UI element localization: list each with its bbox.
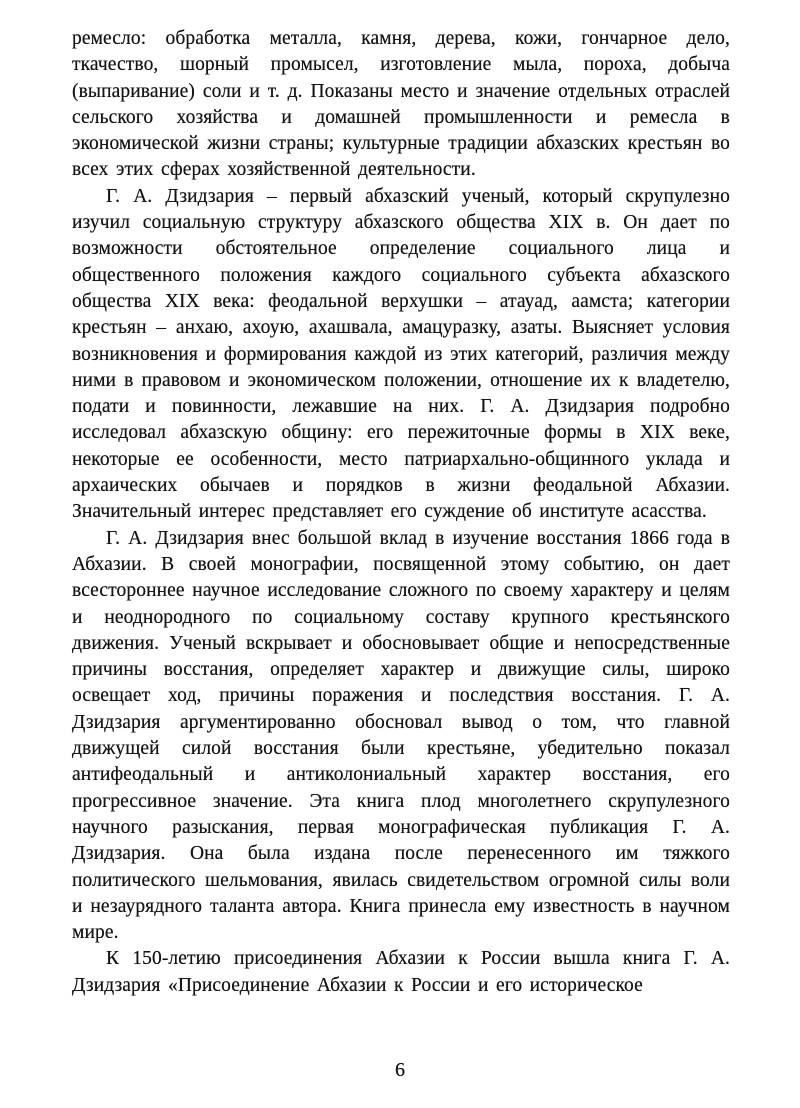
paragraph: К 150-летию присоединения Абхазии к России вышла книга Г. А. Дзидзария «Присоединение Абхазии к России и его историческое	[72, 948, 730, 996]
page-text	[72, 26, 730, 999]
paragraph: Г. А. Дзидзария внес большой вклад в изучение восстания 1866 года в Абхазии. В своей монографии, посвященной этому событию, он дает всестороннее научное исследование сложного по своему характеру и целям и неоднородного по социальному составу крупного крестьянского движения. Ученый вскрывает и обосновывает общие и непосредственные причины восстания, определяет характер и движущие силы, широко освещает ход, причины поражения и последствия восстания. Г. А. Дзидзария аргументированно обосновал вывод о том, что главной движущей силой восстания были крестьяне, убедительно показал антифеодальный и антиколониальный характер восстания, его прогрессивное значение. Эта книга плод многолетнего скрупулезного научного разыскания, первая монографическая публикация Г. А. Дзидзария. Она была издана после перенесенного им тяжкого политического шельмования, явилась свидетельством огромной силы воли и незаурядного таланта автора. Книга принесла ему известность в научном мире.	[72, 527, 730, 944]
paragraph: Г. А. Дзидзария – первый абхазский ученый, который скрупулезно изучил социальную структуру абхазского общества XIX в. Он дает по возможности обстоятельное определение социального лица и общественного положения каждого социального субъекта абхазского общества XIX века: феодальной верхушки – атауад, аамста; категории крестьян – анхаю, ахоую, ахашвала, амацуразку, азаты. Выясняет условия возникновения и формирования каждой из этих категорий, различия между ними в правовом и экономическом положении, отношение их к владетелю, подати и повинности, лежавшие на них. Г. А. Дзидзария подробно исследовал абхазскую общину: его пережиточные формы в XIX веке, некоторые ее особенности, место патриархально-общинного уклада и архаических обычаев и порядков в жизни феодальной Абхазии. Значительный интерес представляет его суждение об институте асасства.	[72, 185, 730, 523]
paragraph: ремесло: обработка металла, камня, дерева, кожи, гончарное дело, ткачество, шорный промысел, изготовление мыла, пороха, добыча (выпаривание) соли и т. д. Показаны место и значение отдельных отраслей сельского хозяйства и домашней промышленности и ремесла в экономической жизни страны; культурные традиции абхазских крестьян во всех этих сферах хозяйственной деятельности.	[72, 28, 730, 181]
page-number: 6	[395, 1059, 405, 1081]
